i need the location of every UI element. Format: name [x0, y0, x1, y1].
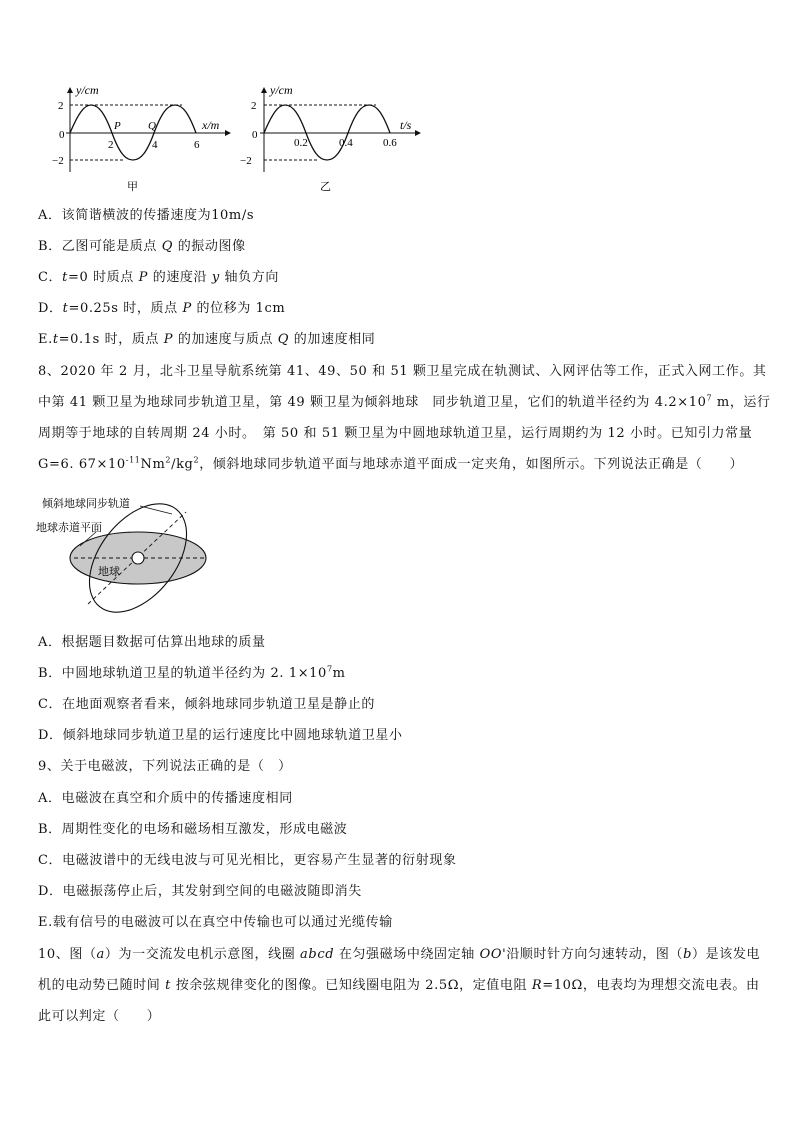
orbit-diagram [36, 494, 236, 614]
text: 按余弦规律变化的图像。已知线圈电阻为 2.5Ω，定值电阻 [175, 978, 528, 993]
var: OO' [479, 947, 507, 962]
tick-2-label: 2 [108, 139, 114, 151]
var-t: t [62, 270, 68, 285]
text: =0.1s 时，质点 [58, 332, 160, 347]
origin-label: 0 [252, 129, 258, 141]
tick-6-label: 6 [194, 139, 200, 151]
var: t [165, 978, 171, 993]
text: m，运行 [712, 395, 771, 410]
leader-line-incline [140, 506, 172, 514]
text: /kg [171, 457, 194, 472]
q8-stem-line1: 8、2020 年 2 月，北斗卫星导航系统第 41、49、50 和 51 颗卫星完成在轨测试、入网评估等工作，正式入网工作。其 [38, 364, 767, 379]
y-axis-label: y/cm [270, 83, 293, 97]
text: =10Ω，电表均为理想交流电表。由 [542, 978, 760, 993]
var-t: t [52, 332, 59, 347]
q9-option-d[interactable]: D．电磁振荡停止后，其发射到空间的电磁波随即消失 [38, 884, 362, 899]
t-axis-label: t/s [400, 118, 412, 132]
text: G=6. 67×10 [38, 457, 126, 472]
var: R [531, 978, 543, 993]
text: C． [38, 270, 63, 285]
var-p: P [182, 301, 192, 316]
text: Nm [140, 457, 166, 472]
y-max-label: 2 [251, 100, 257, 112]
tick-4-label: 4 [152, 139, 158, 151]
var-t: t [62, 301, 69, 316]
q7-option-d[interactable] [38, 301, 285, 317]
point-q-label: Q [148, 120, 156, 132]
text: 的加速度相同 [293, 332, 376, 347]
var-y: y [211, 270, 220, 285]
y-max-label: 2 [58, 100, 64, 112]
var-q: Q [161, 239, 173, 254]
text: 中第 41 颗卫星为地球同步轨道卫星，第 49 颗卫星为倾斜地球 同步轨道卫星，它们的轨道半径约为 4.2×10 [38, 395, 707, 410]
figure-caption-jia: 甲 [127, 181, 138, 193]
wave-graph-jia [40, 82, 240, 197]
q7-option-e[interactable] [38, 332, 375, 348]
x-axis-label: x/m [202, 118, 220, 132]
var-p: P [163, 332, 174, 347]
q10-stem-line1 [38, 947, 760, 963]
q10-stem-line3: 此可以判定（ ） [38, 1009, 161, 1024]
text: 机的电动势已随时间 [38, 978, 161, 993]
earth [132, 552, 144, 564]
y-min-label: −2 [52, 155, 64, 167]
q8-option-a[interactable]: A．根据题目数据可估算出地球的质量 [38, 635, 266, 650]
q8-option-b[interactable] [38, 666, 346, 682]
text: 的加速度与质点 [177, 332, 274, 347]
exp: 2 [193, 455, 200, 465]
exp: 7 [326, 664, 333, 674]
q9-stem: 9、关于电磁波，下列说法正确的是（ ） [38, 759, 292, 774]
q9-option-e[interactable]: E.载有信号的电磁波可以在真空中传输也可以通过光缆传输 [38, 915, 393, 930]
label-equator-plane: 地球赤道平面 [36, 522, 102, 534]
q9-option-b[interactable]: B．周期性变化的电场和磁场相互激发，形成电磁波 [38, 822, 348, 837]
figure-caption-yi: 乙 [320, 181, 331, 193]
tick-02-label: 0.2 [294, 137, 308, 149]
q7-option-c[interactable] [38, 270, 279, 286]
label-incline-orbit: 倾斜地球同步轨道 [42, 498, 130, 510]
var: b [683, 947, 693, 962]
q7-option-a[interactable]: A．该简谐横波的传播速度为10m/s [38, 208, 255, 223]
text: =0 时质点 [67, 270, 134, 285]
text: D． [38, 301, 63, 316]
text: E. [38, 332, 53, 347]
text: =0.25s 时，质点 [68, 301, 178, 316]
label-earth: 地球 [98, 566, 120, 578]
point-p-label: P [114, 120, 121, 132]
text: 的位移为 1cm [196, 301, 286, 316]
q8-stem-line4 [38, 457, 743, 473]
y-axis-label: y/cm [76, 83, 99, 97]
exp: 7 [706, 393, 713, 403]
text: m [332, 666, 346, 681]
text: ，倾斜地球同步轨道平面与地球赤道平面成一定夹角，如图所示。下列说法正确是（ ） [199, 457, 744, 472]
var: a [96, 947, 105, 962]
text: 沿顺时针方向匀速转动，图（ [506, 947, 684, 962]
q8-option-d[interactable]: D．倾斜地球同步轨道卫星的运行速度比中圆地球轨道卫星小 [38, 728, 403, 743]
exp: -11 [125, 455, 141, 465]
var-p: P [138, 270, 148, 285]
q9-option-a[interactable]: A．电磁波在真空和介质中的传播速度相同 [38, 791, 293, 806]
text: B．中圆地球轨道卫星的轨道半径约为 2. 1×10 [38, 666, 327, 681]
q8-option-c[interactable]: C．在地面观察者看来，倾斜地球同步轨道卫星是静止的 [38, 697, 375, 712]
wave-graph-yi [236, 82, 436, 197]
text: 轴负方向 [224, 270, 279, 285]
q9-option-c[interactable]: C．电磁波谱中的无线电波与可见光相比，更容易产生显著的衍射现象 [38, 853, 457, 868]
tick-06-label: 0.6 [383, 137, 397, 149]
y-min-label: −2 [240, 155, 252, 167]
var-q: Q [277, 332, 290, 347]
text: 在匀强磁场中绕固定轴 [338, 947, 475, 962]
text: ）为一交流发电机示意图，线圈 [104, 947, 296, 962]
q10-stem-line2 [38, 978, 760, 994]
var: abcd [300, 947, 335, 962]
text: B．乙图可能是质点 [38, 239, 157, 254]
text: 的速度沿 [152, 270, 208, 285]
origin-label: 0 [59, 129, 65, 141]
q7-option-b[interactable] [38, 239, 246, 255]
text: 10、图（ [38, 947, 97, 962]
q8-stem-line3: 周期等于地球的自转周期 24 小时。 第 50 和 51 颗卫星为中圆地球轨道卫星，运行周期约为 12 小时。已知引力常量 [38, 426, 753, 441]
q8-stem-line2 [38, 395, 771, 411]
text: 的振动图像 [177, 239, 246, 254]
tick-04-label: 0.4 [339, 137, 353, 149]
text: ）是该发电 [692, 947, 761, 962]
exp: 2 [165, 455, 172, 465]
